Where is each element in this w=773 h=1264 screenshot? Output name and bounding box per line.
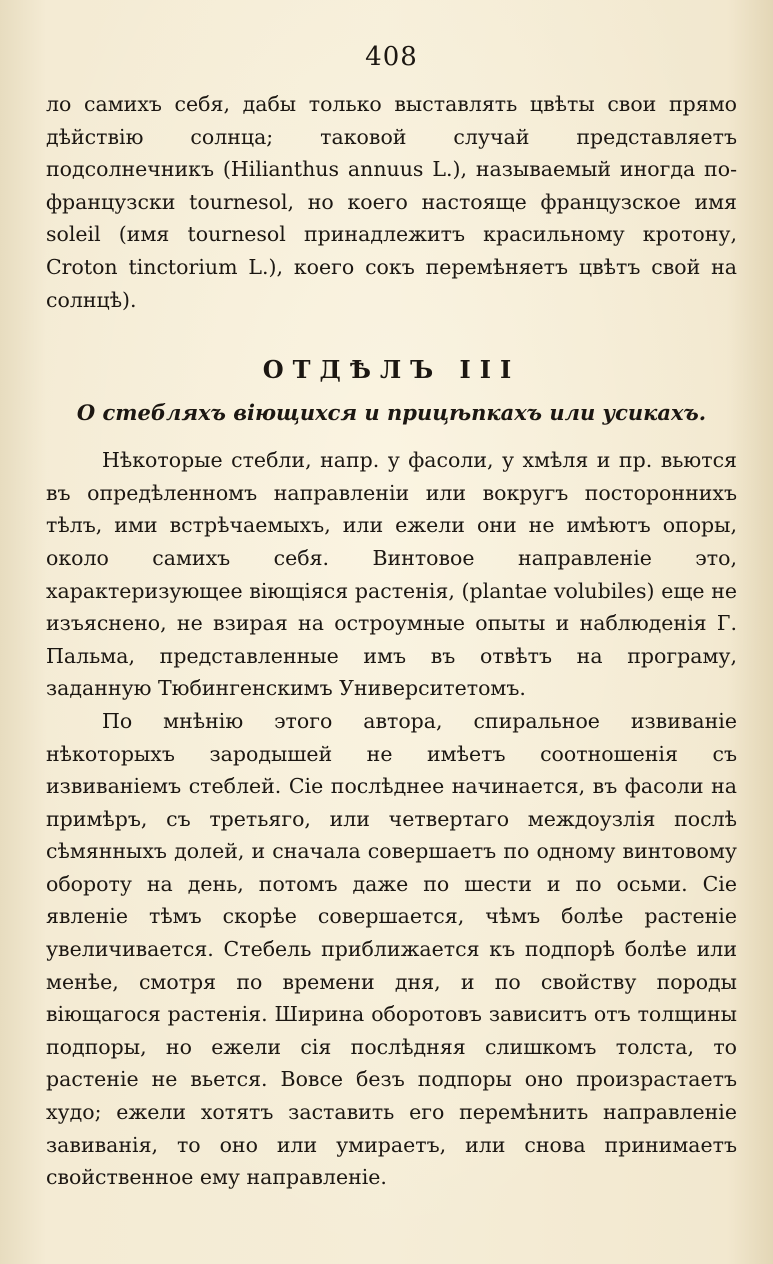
section-subheading: О стебляхъ віющихся и прицѣпкахъ или усикахъ. xyxy=(76,400,707,426)
section-paragraph-1: Нѣкоторые стебли, напр. у фасоли, у хмѣля и пр. вьются въ опредѣленномъ направленіи или вокругъ постороннихъ тѣлъ, ими встрѣчаемыхъ, или ежели они не имѣютъ опоры, около самихъ себя. Винтовое направленіе это, характеризующее віющіяся растенія, (plantae volubiles) еще не изъяснено, не взирая на остроумные опыты и наблюденія Г. Пальма, представленные имъ въ отвѣтъ на програму, заданную Тюбингенскимъ Университетомъ. xyxy=(46,448,737,701)
section-paragraph-2: По мнѣнію этого автора, спиральное извиваніе нѣкоторыхъ зародышей не имѣетъ соотношенія съ извиваніемъ стеблей. Сіе послѣднее начинается, въ фасоли на примѣръ, съ третьяго, или четвертаго междоузлія послѣ сѣмянныхъ долей, и сначала совершаетъ по одному винтовому обороту на день, потомъ даже по шести и по осьми. Сіе явленіе тѣмъ скорѣе совершается, чѣмъ болѣе растеніе увеличивается. Стебель приближается къ подпорѣ болѣе или менѣе, смотря по времени дня, и по свойству породы віющагося растенія. Ширина оборотовъ зависитъ отъ толщины подпоры, но ежели сія послѣдняя слишкомъ толста, то растеніе не вьется. Вовсе безъ подпоры оно произрастаетъ худо; ежели хотятъ заставить его перемѣнить направленіе завиванія, то оно или умираетъ, или снова принимаетъ свойственное ему направленіе. xyxy=(46,708,737,1190)
page-number: 408 xyxy=(365,42,418,72)
section-body xyxy=(46,444,737,1194)
section-heading: ОТДѢЛЪ III xyxy=(262,355,521,385)
intro-paragraph: ло самихъ себя, дабы только выставлять цвѣты свои прямо дѣйствію солнца; таковой случай представляетъ подсолнечникъ (Hilianthus annuus L.), называемый иногда по-французски tournesol, но коего настояще французское имя soleil (имя tournesol принадлежитъ красильному кротону, Croton tinctorium L.), коего сокъ перемѣняетъ цвѣтъ свой на солнцѣ). xyxy=(46,92,737,312)
